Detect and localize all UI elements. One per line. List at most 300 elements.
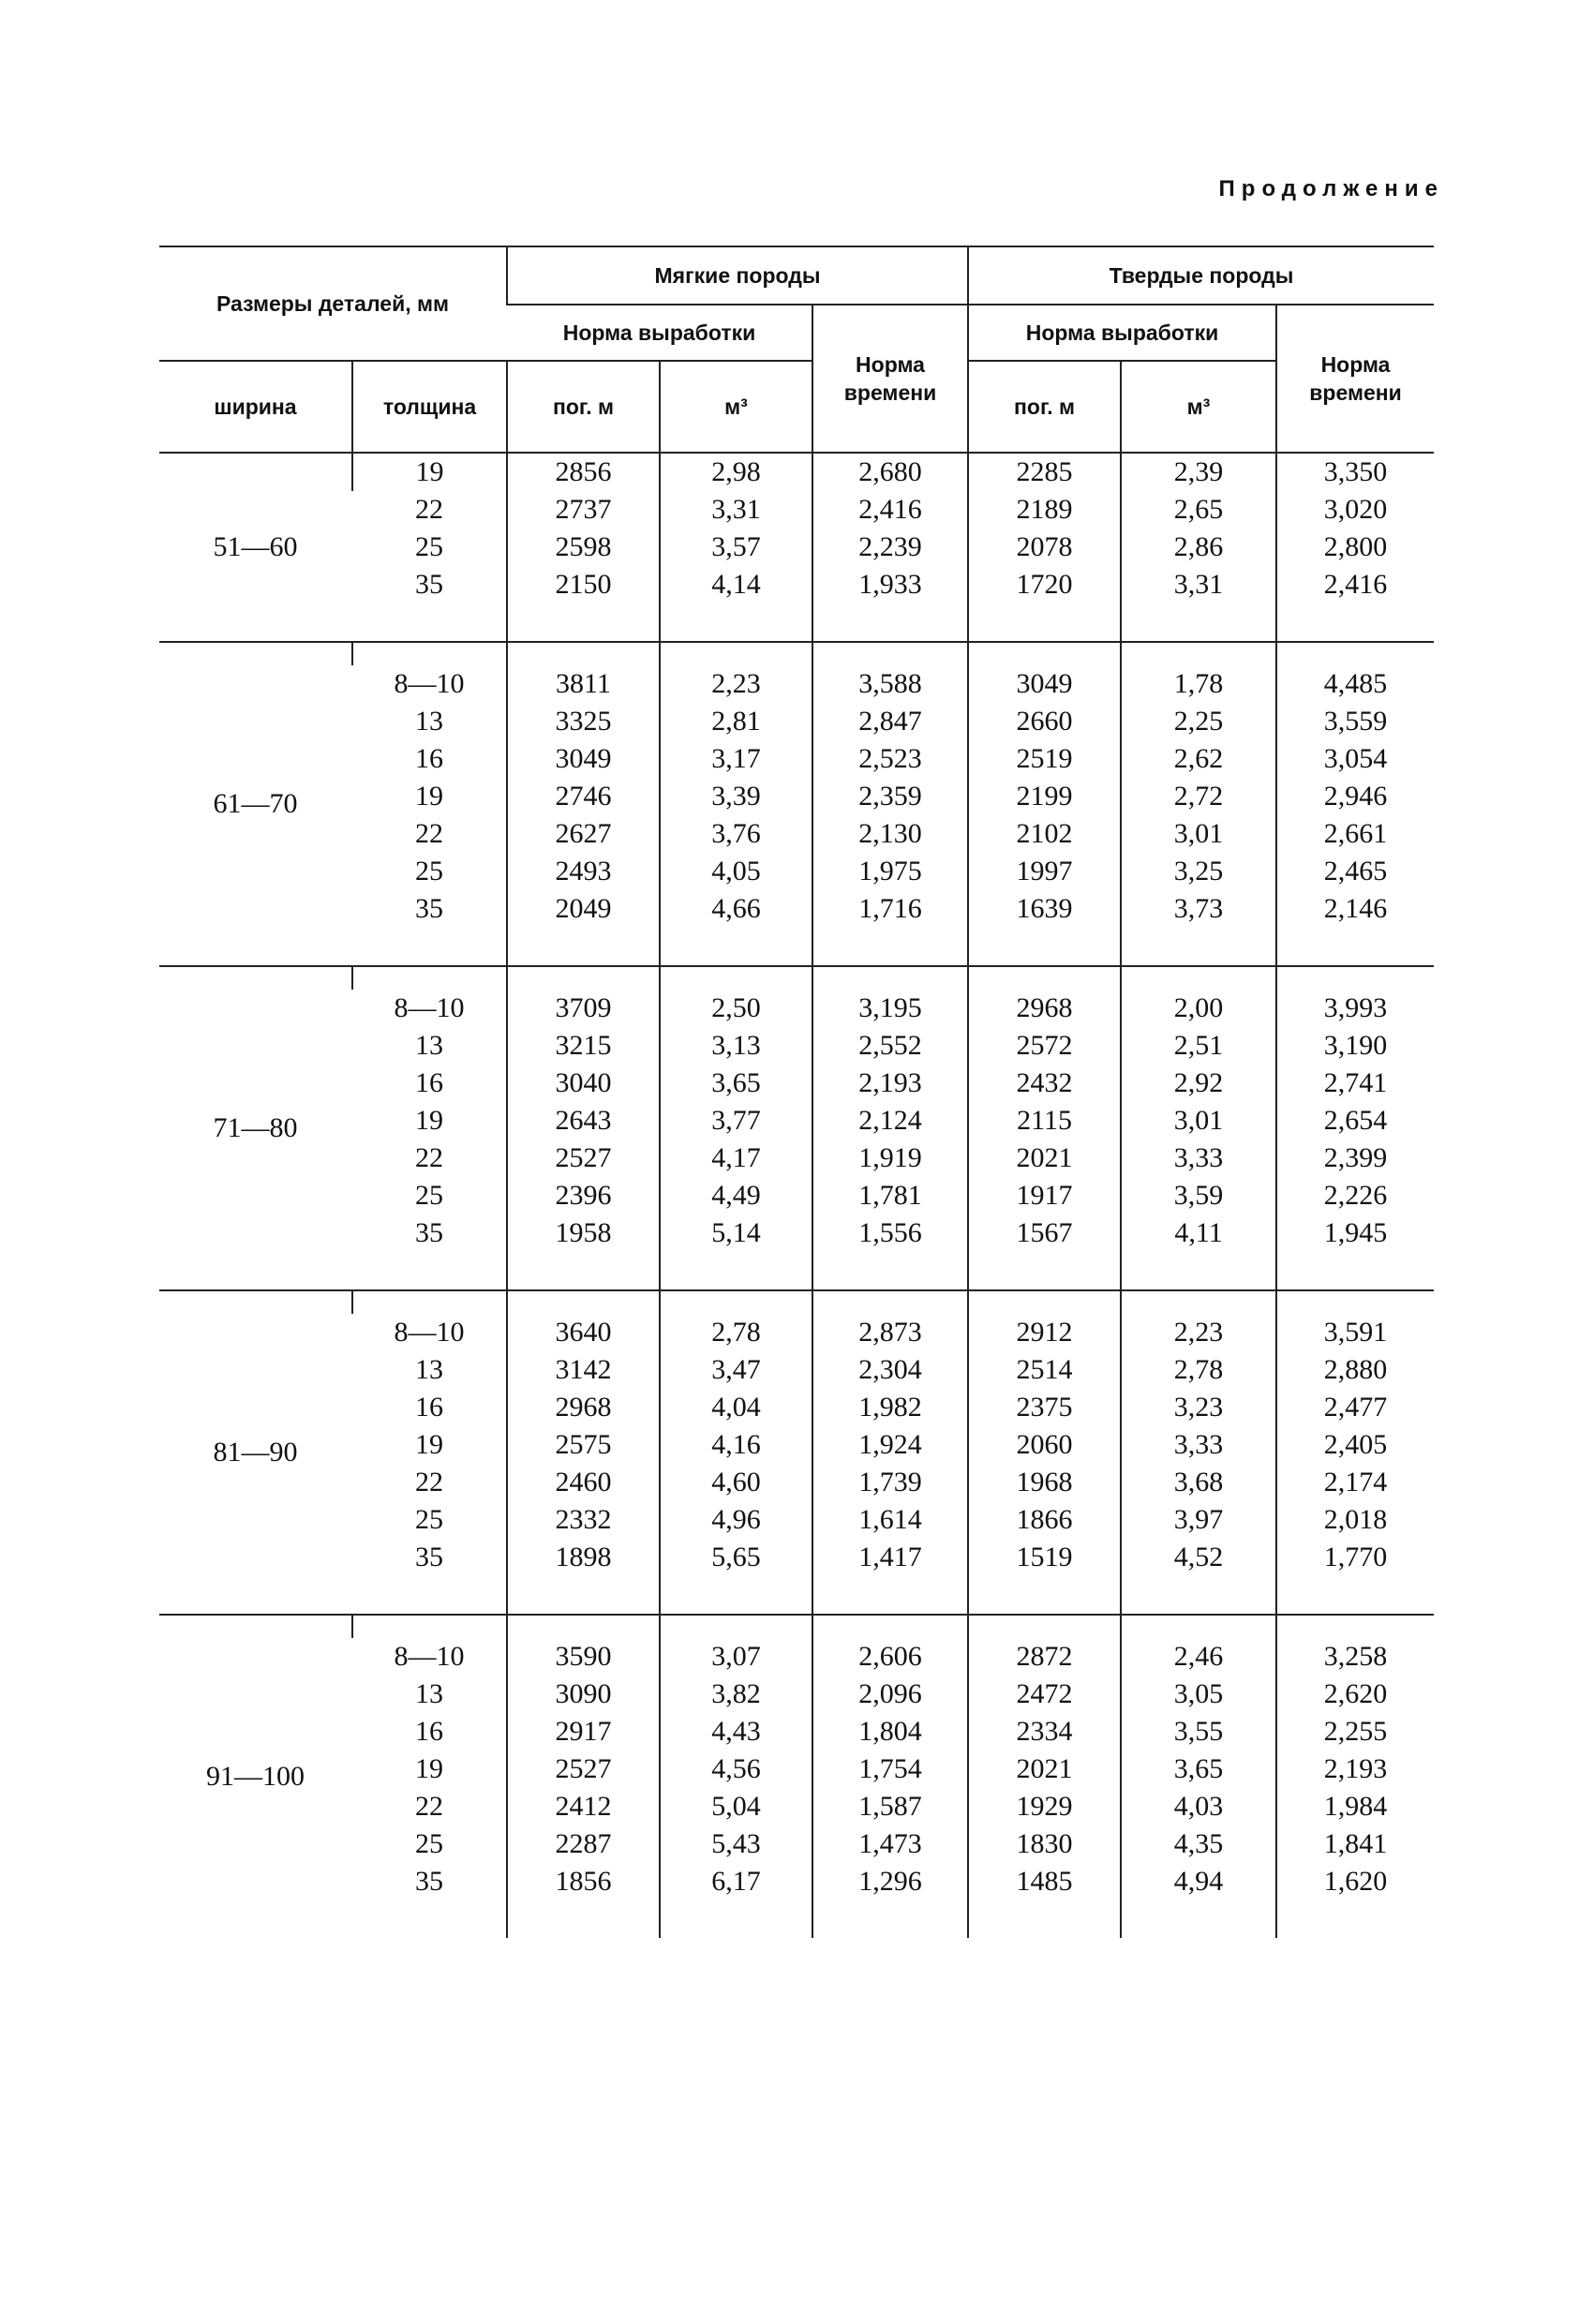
hard-cubic-m-cell: 2,78 — [1121, 1351, 1276, 1389]
thickness-cell: 13 — [415, 1678, 443, 1709]
hard-cubic-m-cell: 4,03 — [1121, 1788, 1276, 1825]
spacer-cell — [812, 1252, 968, 1290]
soft-time-norm-cell: 1,614 — [812, 1501, 968, 1539]
thickness-cell: 25 — [415, 1180, 443, 1211]
hard-cubic-m-cell: 3,01 — [1121, 815, 1276, 853]
header-soft-time-norm — [812, 305, 968, 453]
hard-time-norm-cell: 1,984 — [1276, 1788, 1434, 1825]
continuation-label: Продолжение — [1218, 176, 1444, 201]
soft-time-norm-cell: 2,193 — [812, 1065, 968, 1102]
soft-time-norm-cell: 3,195 — [812, 990, 968, 1027]
hard-time-norm-cell: 2,880 — [1276, 1351, 1434, 1389]
thickness-cell: 22 — [415, 494, 443, 525]
spacer-cell — [352, 966, 507, 990]
hard-linear-m-cell: 1567 — [968, 1214, 1121, 1252]
hard-cubic-m-cell: 3,01 — [1121, 1102, 1276, 1140]
hard-time-norm-cell: 2,405 — [1276, 1426, 1434, 1464]
soft-cubic-m-cell: 4,56 — [660, 1750, 812, 1788]
soft-time-norm-cell: 2,606 — [812, 1638, 968, 1676]
hard-cubic-m-cell: 2,51 — [1121, 1027, 1276, 1065]
spacer-cell — [352, 1576, 507, 1615]
thickness-cell: 16 — [415, 1067, 443, 1098]
spacer-cell — [812, 603, 968, 642]
soft-cubic-m-cell: 4,14 — [660, 566, 812, 603]
soft-time-norm-cell: 2,873 — [812, 1314, 968, 1351]
spacer-cell — [968, 1576, 1121, 1615]
spacer-cell — [1121, 603, 1276, 642]
hard-cubic-m-cell: 3,33 — [1121, 1426, 1276, 1464]
hard-cubic-m-cell: 3,55 — [1121, 1713, 1276, 1750]
spacer-cell — [352, 1900, 507, 1938]
soft-linear-m-cell: 3142 — [507, 1351, 660, 1389]
width-cell: 71—80 — [159, 966, 352, 1290]
spacer-cell — [507, 966, 660, 990]
thickness-cell: 35 — [415, 1217, 443, 1248]
hard-cubic-m-cell: 4,94 — [1121, 1863, 1276, 1900]
thickness-cell: 8—10 — [394, 1317, 465, 1348]
hard-cubic-m-cell: 2,23 — [1121, 1314, 1276, 1351]
hard-linear-m-cell: 2102 — [968, 815, 1121, 853]
soft-time-norm-cell: 1,924 — [812, 1426, 968, 1464]
spacer-cell — [968, 1900, 1121, 1938]
hard-linear-m-cell: 2968 — [968, 990, 1121, 1027]
thickness-cell: 25 — [415, 856, 443, 886]
norms-table — [159, 246, 1434, 1938]
hard-linear-m-cell: 1929 — [968, 1788, 1121, 1825]
header-soft-species: Мягкие породы — [507, 246, 968, 305]
spacer-cell — [812, 928, 968, 966]
spacer-cell — [1121, 1900, 1276, 1938]
hard-linear-m-cell: 2334 — [968, 1713, 1121, 1750]
spacer-cell — [1121, 928, 1276, 966]
spacer-cell — [660, 1290, 812, 1314]
hard-linear-m-cell: 1866 — [968, 1501, 1121, 1539]
time-norm-line1: Норма — [856, 352, 925, 377]
soft-time-norm-cell: 2,416 — [812, 491, 968, 529]
spacer-cell — [1276, 642, 1434, 665]
spacer-cell — [1276, 1576, 1434, 1615]
soft-linear-m-cell: 2527 — [507, 1750, 660, 1788]
soft-cubic-m-cell: 5,04 — [660, 1788, 812, 1825]
soft-linear-m-cell: 3590 — [507, 1638, 660, 1676]
soft-cubic-m-cell: 4,60 — [660, 1464, 812, 1501]
hard-linear-m-cell: 2285 — [968, 453, 1121, 491]
hard-linear-m-cell: 2199 — [968, 778, 1121, 815]
thickness-cell: 22 — [415, 1791, 443, 1822]
soft-linear-m-cell: 2332 — [507, 1501, 660, 1539]
hard-linear-m-cell: 2060 — [968, 1426, 1121, 1464]
hard-time-norm-cell: 2,477 — [1276, 1389, 1434, 1426]
width-cell: 61—70 — [159, 642, 352, 966]
soft-cubic-m-cell: 4,96 — [660, 1501, 812, 1539]
hard-cubic-m-cell: 3,25 — [1121, 853, 1276, 890]
soft-cubic-m-cell: 4,49 — [660, 1177, 812, 1214]
spacer-cell — [1276, 1290, 1434, 1314]
thickness-cell: 35 — [415, 1866, 443, 1897]
spacer-cell — [660, 1252, 812, 1290]
soft-cubic-m-cell: 3,07 — [660, 1638, 812, 1676]
header-hard-linear-m: пог. м — [968, 361, 1121, 453]
header-hard-cubic-m: м³ — [1121, 361, 1276, 453]
hard-time-norm-cell: 2,193 — [1276, 1750, 1434, 1788]
spacer-cell — [660, 1576, 812, 1615]
hard-linear-m-cell: 3049 — [968, 665, 1121, 703]
soft-time-norm-cell: 1,781 — [812, 1177, 968, 1214]
soft-time-norm-cell: 2,523 — [812, 740, 968, 778]
spacer-cell — [1121, 1576, 1276, 1615]
hard-time-norm-cell: 3,559 — [1276, 703, 1434, 740]
table-body — [159, 453, 1434, 1938]
spacer-cell — [660, 603, 812, 642]
soft-linear-m-cell: 3325 — [507, 703, 660, 740]
soft-time-norm-cell: 1,975 — [812, 853, 968, 890]
spacer-cell — [968, 966, 1121, 990]
spacer-cell — [1121, 1252, 1276, 1290]
spacer-cell — [660, 1615, 812, 1638]
spacer-cell — [1276, 966, 1434, 990]
spacer-cell — [507, 1576, 660, 1615]
soft-linear-m-cell: 2396 — [507, 1177, 660, 1214]
hard-linear-m-cell: 1519 — [968, 1539, 1121, 1576]
spacer-cell — [660, 1900, 812, 1938]
soft-cubic-m-cell: 4,04 — [660, 1389, 812, 1426]
hard-linear-m-cell: 1917 — [968, 1177, 1121, 1214]
soft-linear-m-cell: 2412 — [507, 1788, 660, 1825]
hard-linear-m-cell: 2115 — [968, 1102, 1121, 1140]
thickness-cell: 16 — [415, 1392, 443, 1423]
thickness-cell: 8—10 — [394, 1641, 465, 1672]
spacer-cell — [660, 642, 812, 665]
hard-linear-m-cell: 2021 — [968, 1750, 1121, 1788]
soft-linear-m-cell: 3811 — [507, 665, 660, 703]
soft-cubic-m-cell: 2,98 — [660, 453, 812, 491]
table-row — [159, 642, 1434, 665]
hard-time-norm-cell: 2,226 — [1276, 1177, 1434, 1214]
soft-time-norm-cell: 1,919 — [812, 1140, 968, 1177]
hard-time-norm-cell: 2,399 — [1276, 1140, 1434, 1177]
soft-linear-m-cell: 2493 — [507, 853, 660, 890]
time-norm-line2: времени — [1309, 380, 1402, 405]
soft-time-norm-cell: 1,716 — [812, 890, 968, 928]
hard-cubic-m-cell: 2,86 — [1121, 529, 1276, 566]
thickness-cell: 19 — [415, 1429, 443, 1460]
thickness-cell: 8—10 — [394, 668, 465, 699]
soft-time-norm-cell: 1,587 — [812, 1788, 968, 1825]
soft-linear-m-cell: 3709 — [507, 990, 660, 1027]
soft-cubic-m-cell: 2,23 — [660, 665, 812, 703]
hard-linear-m-cell: 2912 — [968, 1314, 1121, 1351]
hard-cubic-m-cell: 2,72 — [1121, 778, 1276, 815]
hard-time-norm-cell: 4,485 — [1276, 665, 1434, 703]
time-norm-line2: времени — [843, 380, 937, 405]
hard-linear-m-cell: 2572 — [968, 1027, 1121, 1065]
header-hard-output-norm: Норма выработки — [968, 305, 1276, 361]
soft-cubic-m-cell: 3,17 — [660, 740, 812, 778]
hard-cubic-m-cell: 4,35 — [1121, 1825, 1276, 1863]
spacer-cell — [1276, 1615, 1434, 1638]
soft-linear-m-cell: 2627 — [507, 815, 660, 853]
soft-cubic-m-cell: 2,50 — [660, 990, 812, 1027]
soft-cubic-m-cell: 3,82 — [660, 1676, 812, 1713]
soft-linear-m-cell: 3049 — [507, 740, 660, 778]
spacer-cell — [507, 1252, 660, 1290]
soft-linear-m-cell: 2746 — [507, 778, 660, 815]
header-thickness: толщина — [352, 361, 507, 453]
hard-time-norm-cell: 2,018 — [1276, 1501, 1434, 1539]
soft-cubic-m-cell: 5,14 — [660, 1214, 812, 1252]
soft-time-norm-cell: 2,847 — [812, 703, 968, 740]
hard-time-norm-cell: 2,661 — [1276, 815, 1434, 853]
soft-linear-m-cell: 2598 — [507, 529, 660, 566]
spacer-cell — [507, 928, 660, 966]
soft-linear-m-cell: 2856 — [507, 453, 660, 491]
hard-cubic-m-cell: 2,65 — [1121, 491, 1276, 529]
spacer-cell — [1121, 966, 1276, 990]
soft-cubic-m-cell: 4,05 — [660, 853, 812, 890]
hard-time-norm-cell: 1,770 — [1276, 1539, 1434, 1576]
hard-linear-m-cell: 2472 — [968, 1676, 1121, 1713]
soft-time-norm-cell: 2,359 — [812, 778, 968, 815]
thickness-cell: 35 — [415, 893, 443, 924]
thickness-cell: 19 — [415, 1105, 443, 1136]
soft-time-norm-cell: 2,130 — [812, 815, 968, 853]
hard-linear-m-cell: 2375 — [968, 1389, 1121, 1426]
spacer-cell — [968, 1290, 1121, 1314]
header-hard-species: Твердые породы — [968, 246, 1434, 305]
hard-time-norm-cell: 3,993 — [1276, 990, 1434, 1027]
hard-linear-m-cell: 2514 — [968, 1351, 1121, 1389]
spacer-cell — [507, 1290, 660, 1314]
hard-time-norm-cell: 3,350 — [1276, 453, 1434, 491]
spacer-cell — [812, 966, 968, 990]
hard-time-norm-cell: 3,591 — [1276, 1314, 1434, 1351]
hard-cubic-m-cell: 3,73 — [1121, 890, 1276, 928]
hard-time-norm-cell: 2,146 — [1276, 890, 1434, 928]
hard-time-norm-cell: 2,741 — [1276, 1065, 1434, 1102]
hard-time-norm-cell: 3,020 — [1276, 491, 1434, 529]
hard-linear-m-cell: 2021 — [968, 1140, 1121, 1177]
spacer-cell — [968, 603, 1121, 642]
spacer-cell — [507, 1900, 660, 1938]
hard-linear-m-cell: 2432 — [968, 1065, 1121, 1102]
hard-time-norm-cell: 1,620 — [1276, 1863, 1434, 1900]
spacer-cell — [1276, 1252, 1434, 1290]
hard-linear-m-cell: 2660 — [968, 703, 1121, 740]
soft-cubic-m-cell: 3,31 — [660, 491, 812, 529]
hard-cubic-m-cell: 2,25 — [1121, 703, 1276, 740]
hard-time-norm-cell: 2,416 — [1276, 566, 1434, 603]
soft-cubic-m-cell: 3,65 — [660, 1065, 812, 1102]
thickness-cell: 25 — [415, 1504, 443, 1535]
soft-linear-m-cell: 2968 — [507, 1389, 660, 1426]
soft-time-norm-cell: 1,556 — [812, 1214, 968, 1252]
soft-time-norm-cell: 1,296 — [812, 1863, 968, 1900]
hard-cubic-m-cell: 3,23 — [1121, 1389, 1276, 1426]
soft-linear-m-cell: 3090 — [507, 1676, 660, 1713]
hard-time-norm-cell: 2,620 — [1276, 1676, 1434, 1713]
hard-time-norm-cell: 3,054 — [1276, 740, 1434, 778]
hard-linear-m-cell: 1720 — [968, 566, 1121, 603]
hard-time-norm-cell: 2,174 — [1276, 1464, 1434, 1501]
header-soft-output-norm: Норма выработки — [507, 305, 812, 361]
spacer-cell — [352, 1290, 507, 1314]
soft-linear-m-cell: 2737 — [507, 491, 660, 529]
soft-cubic-m-cell: 3,77 — [660, 1102, 812, 1140]
soft-cubic-m-cell: 4,43 — [660, 1713, 812, 1750]
spacer-cell — [660, 928, 812, 966]
thickness-cell: 16 — [415, 1716, 443, 1747]
table-row — [159, 1615, 1434, 1638]
hard-time-norm-cell: 3,258 — [1276, 1638, 1434, 1676]
hard-time-norm-cell: 1,945 — [1276, 1214, 1434, 1252]
thickness-cell: 19 — [352, 453, 507, 491]
hard-linear-m-cell: 1485 — [968, 1863, 1121, 1900]
header-soft-cubic-m: м³ — [660, 361, 812, 453]
soft-cubic-m-cell: 4,66 — [660, 890, 812, 928]
hard-time-norm-cell: 2,255 — [1276, 1713, 1434, 1750]
thickness-cell: 8—10 — [394, 992, 465, 1023]
spacer-cell — [352, 1615, 507, 1638]
thickness-cell: 19 — [415, 1753, 443, 1784]
header-width: ширина — [159, 361, 352, 453]
table-header — [159, 246, 1434, 453]
spacer-cell — [812, 642, 968, 665]
spacer-cell — [352, 1252, 507, 1290]
hard-cubic-m-cell: 2,00 — [1121, 990, 1276, 1027]
hard-time-norm-cell: 2,465 — [1276, 853, 1434, 890]
hard-time-norm-cell: 3,190 — [1276, 1027, 1434, 1065]
hard-cubic-m-cell: 3,65 — [1121, 1750, 1276, 1788]
soft-cubic-m-cell: 5,65 — [660, 1539, 812, 1576]
spacer-cell — [1121, 1290, 1276, 1314]
soft-linear-m-cell: 2643 — [507, 1102, 660, 1140]
hard-time-norm-cell: 2,654 — [1276, 1102, 1434, 1140]
hard-cubic-m-cell: 3,68 — [1121, 1464, 1276, 1501]
spacer-cell — [1121, 1615, 1276, 1638]
hard-linear-m-cell: 1830 — [968, 1825, 1121, 1863]
thickness-cell: 35 — [415, 1542, 443, 1572]
soft-time-norm-cell: 1,982 — [812, 1389, 968, 1426]
hard-cubic-m-cell: 3,59 — [1121, 1177, 1276, 1214]
soft-time-norm-cell: 1,473 — [812, 1825, 968, 1863]
soft-time-norm-cell: 1,417 — [812, 1539, 968, 1576]
soft-time-norm-cell: 2,552 — [812, 1027, 968, 1065]
spacer-cell — [968, 1252, 1121, 1290]
spacer-cell — [1276, 928, 1434, 966]
soft-linear-m-cell: 1898 — [507, 1539, 660, 1576]
soft-linear-m-cell: 3040 — [507, 1065, 660, 1102]
soft-cubic-m-cell: 3,47 — [660, 1351, 812, 1389]
hard-cubic-m-cell: 3,33 — [1121, 1140, 1276, 1177]
soft-linear-m-cell: 2049 — [507, 890, 660, 928]
hard-cubic-m-cell: 2,46 — [1121, 1638, 1276, 1676]
hard-cubic-m-cell: 4,11 — [1121, 1214, 1276, 1252]
hard-linear-m-cell: 2519 — [968, 740, 1121, 778]
soft-time-norm-cell: 1,754 — [812, 1750, 968, 1788]
soft-cubic-m-cell: 3,57 — [660, 529, 812, 566]
soft-linear-m-cell: 2287 — [507, 1825, 660, 1863]
soft-time-norm-cell: 2,680 — [812, 453, 968, 491]
soft-cubic-m-cell: 5,43 — [660, 1825, 812, 1863]
width-cell: 81—90 — [159, 1290, 352, 1615]
soft-linear-m-cell: 2575 — [507, 1426, 660, 1464]
hard-cubic-m-cell: 2,39 — [1121, 453, 1276, 491]
soft-linear-m-cell: 2150 — [507, 566, 660, 603]
soft-cubic-m-cell: 4,16 — [660, 1426, 812, 1464]
spacer-cell — [1121, 642, 1276, 665]
hard-linear-m-cell: 1639 — [968, 890, 1121, 928]
soft-linear-m-cell: 1958 — [507, 1214, 660, 1252]
soft-time-norm-cell: 2,239 — [812, 529, 968, 566]
spacer-cell — [968, 928, 1121, 966]
hard-time-norm-cell: 2,946 — [1276, 778, 1434, 815]
spacer-cell — [1276, 603, 1434, 642]
thickness-cell: 16 — [415, 743, 443, 774]
spacer-cell — [968, 1615, 1121, 1638]
soft-time-norm-cell: 3,588 — [812, 665, 968, 703]
hard-time-norm-cell: 2,800 — [1276, 529, 1434, 566]
spacer-cell — [812, 1900, 968, 1938]
soft-time-norm-cell: 1,804 — [812, 1713, 968, 1750]
soft-cubic-m-cell: 3,76 — [660, 815, 812, 853]
soft-linear-m-cell: 2460 — [507, 1464, 660, 1501]
hard-cubic-m-cell: 3,97 — [1121, 1501, 1276, 1539]
spacer-cell — [660, 966, 812, 990]
hard-cubic-m-cell: 1,78 — [1121, 665, 1276, 703]
thickness-cell: 35 — [415, 569, 443, 600]
thickness-cell: 13 — [415, 706, 443, 737]
soft-cubic-m-cell: 3,39 — [660, 778, 812, 815]
spacer-cell — [812, 1615, 968, 1638]
soft-time-norm-cell: 1,933 — [812, 566, 968, 603]
hard-cubic-m-cell: 2,92 — [1121, 1065, 1276, 1102]
spacer-cell — [507, 642, 660, 665]
soft-time-norm-cell: 1,739 — [812, 1464, 968, 1501]
soft-linear-m-cell: 2917 — [507, 1713, 660, 1750]
soft-cubic-m-cell: 2,81 — [660, 703, 812, 740]
spacer-cell — [812, 1290, 968, 1314]
thickness-cell: 22 — [415, 1467, 443, 1497]
soft-linear-m-cell: 3215 — [507, 1027, 660, 1065]
table-row — [159, 1290, 1434, 1314]
soft-time-norm-cell: 2,124 — [812, 1102, 968, 1140]
hard-linear-m-cell: 1997 — [968, 853, 1121, 890]
width-cell: 91—100 — [159, 1615, 352, 1938]
thickness-cell: 22 — [415, 1142, 443, 1173]
soft-cubic-m-cell: 6,17 — [660, 1863, 812, 1900]
spacer-cell — [812, 1576, 968, 1615]
spacer-cell — [968, 642, 1121, 665]
soft-cubic-m-cell: 3,13 — [660, 1027, 812, 1065]
thickness-cell: 19 — [415, 781, 443, 812]
soft-linear-m-cell: 3640 — [507, 1314, 660, 1351]
spacer-cell — [352, 928, 507, 966]
hard-cubic-m-cell: 3,05 — [1121, 1676, 1276, 1713]
thickness-cell: 25 — [415, 531, 443, 562]
hard-linear-m-cell: 2872 — [968, 1638, 1121, 1676]
spacer-cell — [352, 642, 507, 665]
soft-cubic-m-cell: 2,78 — [660, 1314, 812, 1351]
hard-linear-m-cell: 1968 — [968, 1464, 1121, 1501]
hard-cubic-m-cell: 3,31 — [1121, 566, 1276, 603]
table-row — [159, 453, 1434, 491]
header-sizes: Размеры деталей, мм — [159, 246, 507, 361]
thickness-cell: 13 — [415, 1030, 443, 1061]
spacer-cell — [507, 603, 660, 642]
soft-cubic-m-cell: 4,17 — [660, 1140, 812, 1177]
table-row — [159, 966, 1434, 990]
soft-linear-m-cell: 1856 — [507, 1863, 660, 1900]
